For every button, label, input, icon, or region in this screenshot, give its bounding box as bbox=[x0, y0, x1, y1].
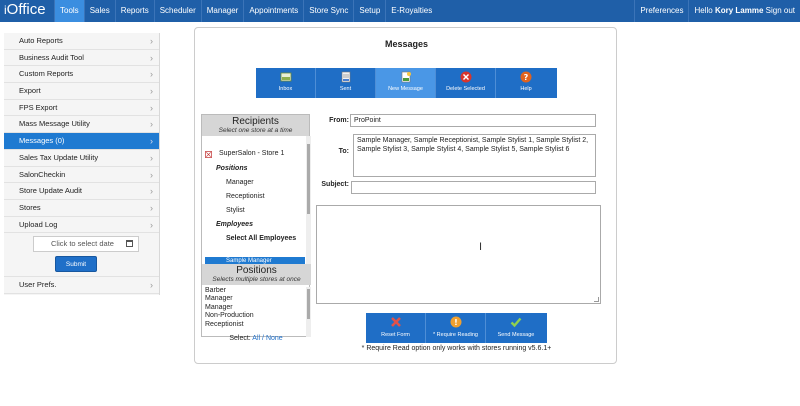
help-button[interactable] bbox=[496, 68, 556, 98]
chevron-right-icon: › bbox=[150, 86, 153, 97]
page-title: Messages bbox=[384, 39, 429, 49]
messages-panel bbox=[194, 27, 617, 364]
position-option[interactable]: Manager bbox=[205, 295, 233, 303]
top-nav-bar bbox=[0, 0, 800, 22]
svg-text:?: ? bbox=[523, 73, 529, 82]
date-picker-input[interactable] bbox=[33, 236, 139, 252]
sidebar-item-label: Store Update Audit bbox=[19, 186, 82, 196]
position-option[interactable]: Receptionist bbox=[205, 320, 244, 328]
user-nav bbox=[634, 0, 800, 22]
sidebar-item-label: FPS Export bbox=[19, 102, 58, 112]
sidebar-item-sales-tax-update-utility[interactable] bbox=[4, 150, 159, 167]
sidebar-item-messages[interactable] bbox=[4, 133, 159, 150]
sidebar-item-upload-log[interactable] bbox=[4, 217, 159, 234]
svg-text:!: ! bbox=[454, 318, 458, 327]
nav-reports[interactable]: Reports bbox=[115, 0, 154, 22]
resize-grip-icon[interactable] bbox=[594, 297, 599, 302]
sent-icon bbox=[340, 71, 352, 83]
store-item[interactable]: SuperSalon - Store 1 bbox=[219, 150, 285, 157]
recipients-header bbox=[202, 115, 309, 136]
positions-subtitle: Selects multiple stores at once bbox=[212, 276, 301, 283]
require-reading-button[interactable] bbox=[426, 313, 486, 343]
delete-selected-label: Delete Selected bbox=[446, 86, 485, 92]
recipients-subtitle: Select one store at a time bbox=[218, 127, 293, 134]
new-message-button[interactable] bbox=[376, 68, 436, 98]
nav-manager[interactable]: Manager bbox=[201, 0, 244, 22]
employees-heading: Employees bbox=[216, 221, 253, 228]
position-item-stylist[interactable]: Stylist bbox=[226, 207, 245, 214]
sidebar-item-business-audit-tool[interactable] bbox=[4, 50, 159, 67]
recipients-list[interactable] bbox=[202, 136, 311, 264]
sidebar-item-label: Custom Reports bbox=[19, 69, 74, 79]
reset-icon bbox=[390, 316, 402, 328]
sidebar-item-user-prefs[interactable] bbox=[4, 277, 159, 294]
sidebar-item-auto-reports[interactable] bbox=[4, 33, 159, 50]
recipients-scrollbar[interactable] bbox=[306, 136, 311, 264]
subject-label: Subject: bbox=[321, 181, 349, 188]
sidebar bbox=[4, 33, 160, 295]
sidebar-item-label: Messages (0) bbox=[19, 136, 65, 146]
sent-button[interactable] bbox=[316, 68, 376, 98]
sidebar-item-label: Mass Message Utility bbox=[19, 119, 90, 129]
scrollbar-thumb[interactable] bbox=[307, 289, 310, 319]
chevron-right-icon: › bbox=[150, 102, 153, 113]
select-none-link[interactable]: None bbox=[265, 335, 283, 342]
greeting-text: Hello bbox=[694, 6, 713, 15]
nav-appointments[interactable]: Appointments bbox=[243, 0, 303, 22]
nav-scheduler[interactable]: Scheduler bbox=[154, 0, 201, 22]
text-cursor-icon: I bbox=[479, 241, 483, 253]
send-icon bbox=[510, 316, 522, 328]
messages-toolbar bbox=[256, 68, 557, 98]
nav-preferences[interactable]: Preferences bbox=[634, 0, 688, 22]
positions-scrollbar[interactable] bbox=[306, 287, 311, 337]
sidebar-item-label: Sales Tax Update Utility bbox=[19, 152, 99, 162]
upload-log-date-form bbox=[4, 233, 159, 277]
nav-tools[interactable]: Tools bbox=[54, 0, 84, 22]
position-item-manager[interactable]: Manager bbox=[226, 179, 254, 186]
sidebar-item-mass-message-utility[interactable] bbox=[4, 116, 159, 133]
user-greeting bbox=[688, 0, 800, 22]
help-label: Help bbox=[520, 86, 532, 92]
position-item-receptionist[interactable]: Receptionist bbox=[226, 193, 265, 200]
sidebar-item-fps-export[interactable] bbox=[4, 100, 159, 117]
chevron-right-icon: › bbox=[150, 119, 153, 130]
chevron-right-icon: › bbox=[150, 280, 153, 291]
sidebar-item-label: User Prefs. bbox=[19, 280, 57, 290]
positions-heading: Positions bbox=[216, 165, 248, 172]
positions-header bbox=[202, 264, 311, 285]
select-all-employees[interactable]: Select All Employees bbox=[226, 235, 297, 242]
new-message-icon bbox=[400, 71, 412, 83]
select-all-none bbox=[195, 335, 317, 342]
chevron-right-icon: › bbox=[150, 219, 153, 230]
sidebar-item-label: Export bbox=[19, 86, 41, 96]
position-option[interactable]: Barber bbox=[205, 287, 227, 294]
inbox-button[interactable] bbox=[256, 68, 316, 98]
delete-selected-button[interactable] bbox=[436, 68, 496, 98]
subject-input[interactable] bbox=[351, 181, 596, 194]
sidebar-item-label: Auto Reports bbox=[19, 36, 63, 45]
recipients-title: Recipients bbox=[232, 116, 279, 127]
user-name[interactable]: Kory Lamme bbox=[714, 6, 764, 15]
to-field[interactable]: Sample Manager, Sample Receptionist, Sample Stylist 1, Sample Stylist 2, Sample Stylist 3, Sample Stylist 4, Sample Stylist 5, Sample Stylist 6 bbox=[353, 134, 596, 177]
main-nav bbox=[54, 0, 437, 22]
delete-icon bbox=[460, 71, 472, 83]
require-reading-label: * Require Reading bbox=[433, 332, 478, 338]
nav-e-royalties[interactable]: E-Royalties bbox=[385, 0, 437, 22]
message-body-textarea[interactable] bbox=[316, 205, 601, 304]
sidebar-item-export[interactable] bbox=[4, 83, 159, 100]
sidebar-item-saloncheckin[interactable] bbox=[4, 167, 159, 184]
logo-prefix: i bbox=[4, 3, 7, 17]
chevron-right-icon: › bbox=[150, 186, 153, 197]
reset-form-button[interactable] bbox=[366, 313, 426, 343]
chevron-right-icon: › bbox=[150, 169, 153, 180]
inbox-icon bbox=[280, 71, 292, 83]
nav-sales[interactable]: Sales bbox=[84, 0, 115, 22]
store-icon bbox=[205, 151, 212, 158]
sidebar-item-custom-reports[interactable] bbox=[4, 66, 159, 83]
sidebar-item-label: SalonCheckin bbox=[19, 169, 66, 179]
require-read-note: * Require Read option only works with stores running v5.6.1+ bbox=[361, 345, 552, 352]
recipients-box bbox=[201, 114, 310, 337]
sent-label: Sent bbox=[339, 86, 352, 92]
require-reading-icon bbox=[450, 316, 462, 328]
submit-button[interactable]: Submit bbox=[55, 256, 97, 272]
from-field[interactable]: ProPoint bbox=[350, 114, 596, 127]
chevron-right-icon: › bbox=[150, 52, 153, 63]
chevron-right-icon: › bbox=[150, 36, 153, 46]
sidebar-item-stores[interactable] bbox=[4, 200, 159, 217]
chevron-right-icon: › bbox=[150, 136, 153, 147]
chevron-right-icon: › bbox=[150, 202, 153, 213]
send-message-label: Send Message bbox=[497, 332, 535, 338]
select-label: Select: bbox=[229, 335, 251, 342]
date-placeholder: Click to select date bbox=[51, 239, 114, 249]
reset-form-label: Reset Form bbox=[381, 332, 410, 338]
nav-store-sync[interactable]: Store Sync bbox=[303, 0, 353, 22]
chevron-right-icon: › bbox=[150, 152, 153, 163]
logo-main: Office bbox=[6, 1, 46, 18]
inbox-label: Inbox bbox=[278, 86, 293, 92]
chevron-right-icon: › bbox=[150, 69, 153, 80]
position-option[interactable]: Non-Production bbox=[205, 312, 254, 320]
sidebar-item-label: Business Audit Tool bbox=[19, 52, 84, 62]
sidebar-item-label: Upload Log bbox=[19, 219, 58, 229]
sign-out-link[interactable]: Sign out bbox=[765, 6, 795, 15]
positions-list[interactable] bbox=[202, 287, 311, 337]
calendar-icon[interactable] bbox=[126, 240, 133, 247]
position-option[interactable]: Manager bbox=[205, 303, 233, 311]
select-all-link[interactable]: All bbox=[252, 335, 261, 342]
help-icon bbox=[520, 71, 532, 83]
sidebar-item-store-update-audit[interactable] bbox=[4, 183, 159, 200]
scrollbar-thumb[interactable] bbox=[307, 144, 310, 214]
positions-title: Positions bbox=[236, 265, 277, 276]
sidebar-item-label: Stores bbox=[19, 202, 41, 212]
app-logo[interactable] bbox=[4, 1, 46, 18]
to-label: To: bbox=[338, 148, 349, 155]
nav-setup[interactable]: Setup bbox=[353, 0, 385, 22]
select-separator: / bbox=[262, 335, 264, 342]
new-message-label: New Message bbox=[388, 86, 423, 92]
employee-item-selected[interactable]: Sample Manager bbox=[205, 257, 305, 264]
message-actions bbox=[366, 313, 547, 343]
from-label: From: bbox=[329, 117, 349, 124]
send-message-button[interactable] bbox=[486, 313, 546, 343]
